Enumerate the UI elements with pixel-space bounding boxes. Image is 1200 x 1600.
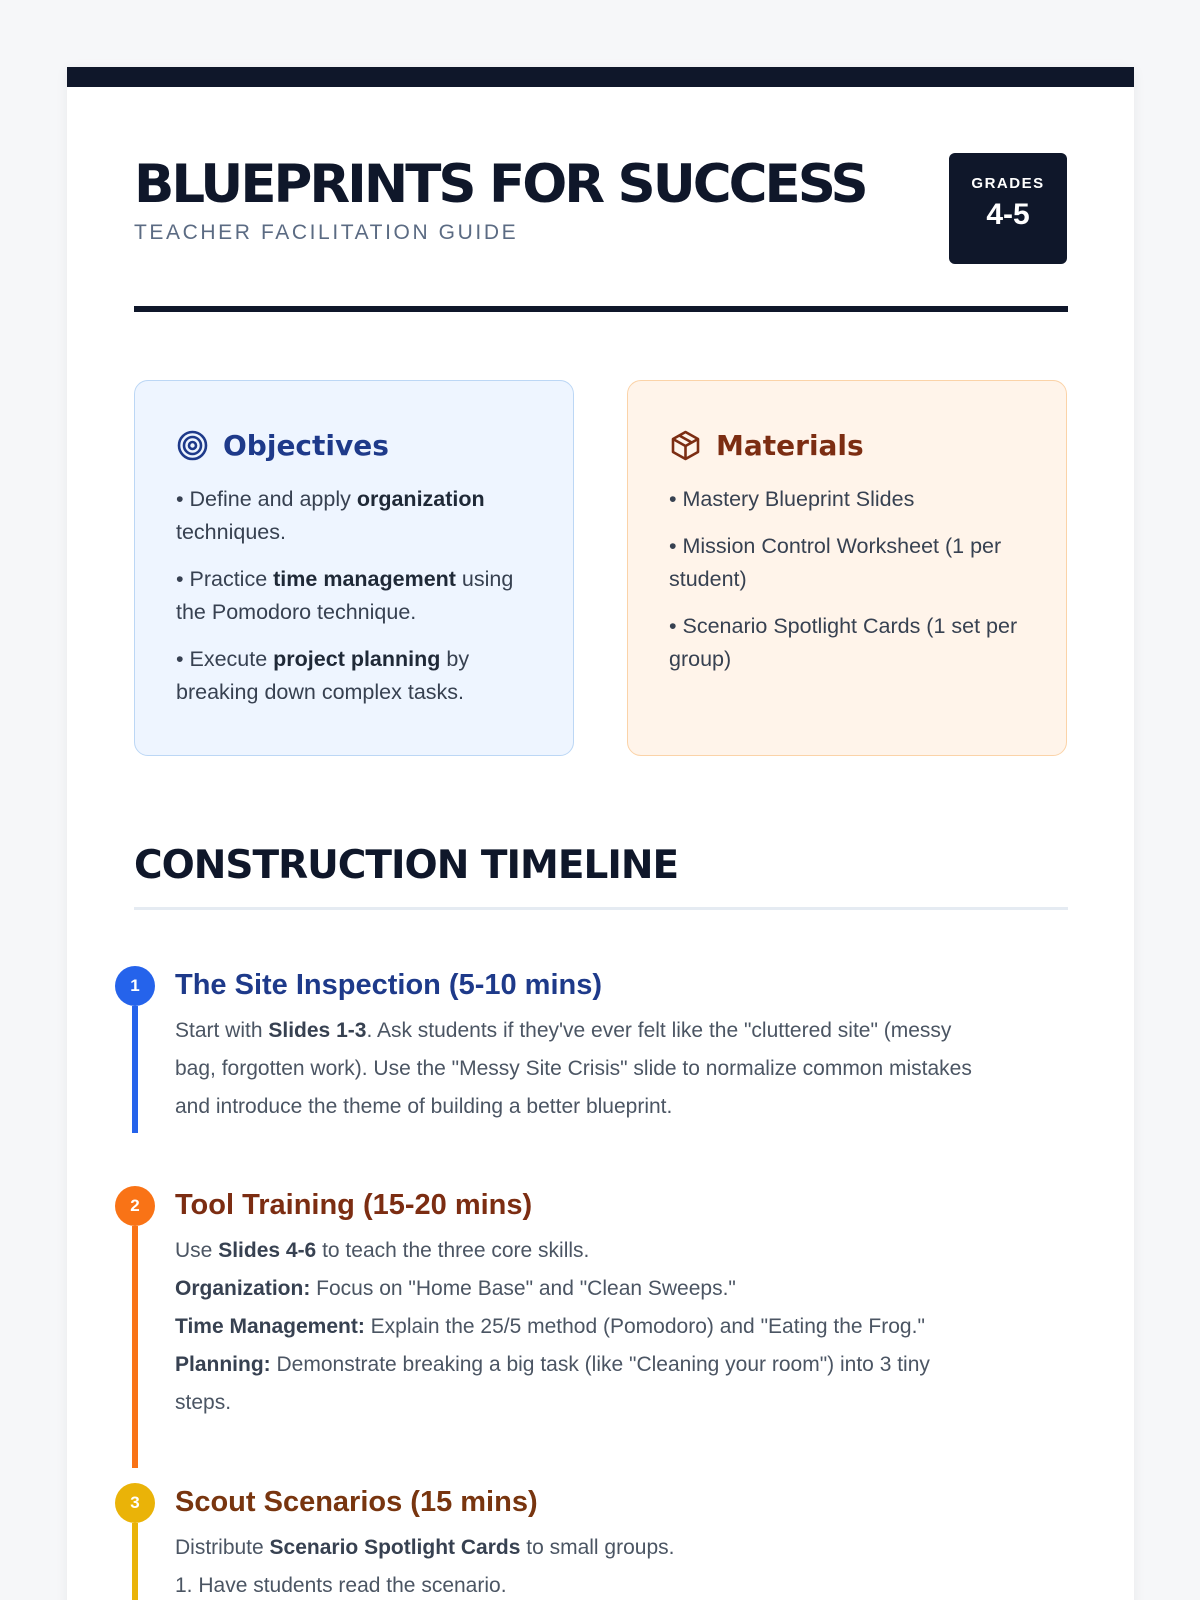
page-subtitle: TEACHER FACILITATION GUIDE — [134, 221, 519, 244]
objective-item: • Practice time management using the Pomodoro technique. — [176, 567, 514, 624]
objectives-title: Objectives — [223, 428, 389, 462]
step-line — [132, 1006, 138, 1133]
step-intro: Use Slides 4-6 to teach the three core skills. — [175, 1239, 590, 1262]
objectives-card — [134, 380, 574, 756]
page-title: BLUEPRINTS FOR SUCCESS — [134, 154, 866, 215]
step-title: Scout Scenarios (15 mins) — [175, 1486, 538, 1518]
step-number-badge: 1 — [115, 966, 155, 1006]
materials-title: Materials — [716, 428, 864, 462]
step-line — [132, 1523, 138, 1600]
guide-page — [67, 67, 1134, 1600]
timeline-title: CONSTRUCTION TIMELINE — [134, 843, 679, 888]
step-intro: Distribute Scenario Spotlight Cards to small groups. — [175, 1536, 675, 1559]
step-detail: Planning: Demonstrate breaking a big task (like "Cleaning your room") into 3 tiny steps. — [175, 1353, 930, 1414]
step-description: Start with Slides 1-3. Ask students if they've ever felt like the "cluttered site" (messy bag, forgotten work). Use the "Messy Site Crisis" slide to normalize common mistakes and introduce the theme of building a better blueprint. — [175, 1019, 972, 1118]
materials-list — [669, 483, 1026, 676]
step-line — [132, 1226, 138, 1468]
header-divider — [134, 306, 1068, 312]
step-title: The Site Inspection (5-10 mins) — [175, 969, 603, 1001]
material-item: • Mission Control Worksheet (1 per student) — [669, 534, 1002, 591]
step-detail: 1. Have students read the scenario. — [175, 1574, 507, 1597]
timeline-divider — [134, 907, 1068, 910]
step-number-badge: 2 — [115, 1186, 155, 1226]
material-item: • Scenario Spotlight Cards (1 set per group) — [669, 614, 1018, 671]
materials-card — [627, 380, 1067, 756]
grade-value: 4-5 — [986, 198, 1030, 231]
step-number-badge: 3 — [115, 1483, 155, 1523]
step-title: Tool Training (15-20 mins) — [175, 1189, 533, 1221]
step-detail: Organization: Focus on "Home Base" and "Clean Sweeps." — [175, 1277, 736, 1300]
objective-item: • Define and apply organization techniques. — [176, 487, 485, 544]
objectives-list — [176, 483, 533, 709]
box-icon — [669, 429, 702, 462]
material-item: • Mastery Blueprint Slides — [669, 487, 915, 511]
target-icon — [176, 429, 209, 462]
step-detail: Time Management: Explain the 25/5 method (Pomodoro) and "Eating the Frog." — [175, 1315, 925, 1338]
page-header — [134, 155, 1068, 245]
objective-item: • Execute project planning by breaking down complex tasks. — [176, 647, 470, 704]
grade-badge — [949, 153, 1067, 264]
grade-label: GRADES — [971, 175, 1045, 192]
